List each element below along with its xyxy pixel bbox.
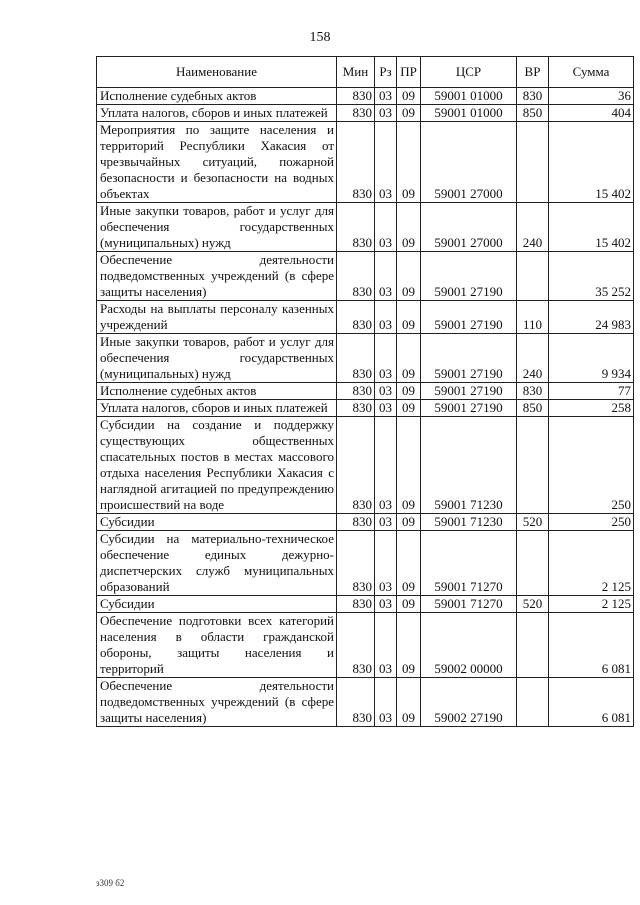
footer-mark: з309 б2 — [96, 878, 125, 888]
cell-sum: 24 983 — [549, 301, 634, 334]
cell-min: 830 — [337, 514, 375, 531]
cell-name: Уплата налогов, сборов и иных платежей — [97, 400, 337, 417]
cell-min: 830 — [337, 531, 375, 596]
cell-vr: 240 — [517, 334, 549, 383]
column-header-csr: ЦСР — [421, 57, 517, 88]
table-row — [97, 514, 634, 531]
cell-pr: 09 — [397, 88, 421, 105]
table-row — [97, 88, 634, 105]
cell-min: 830 — [337, 596, 375, 613]
cell-name: Обеспечение подготовки всех категорий населения в области гражданской обороны, защиты населения и территорий — [97, 613, 337, 678]
cell-name: Обеспечение деятельности подведомственных учреждений (в сфере защиты населения) — [97, 678, 337, 727]
table-row — [97, 252, 634, 301]
cell-rz: 03 — [375, 613, 397, 678]
table-row — [97, 334, 634, 383]
cell-min: 830 — [337, 678, 375, 727]
cell-name: Субсидии на материально-техническое обеспечение единых дежурно-диспетчерских служб муниципальных образований — [97, 531, 337, 596]
cell-sum: 35 252 — [549, 252, 634, 301]
table-row — [97, 122, 634, 203]
cell-vr: 520 — [517, 514, 549, 531]
cell-vr: 850 — [517, 105, 549, 122]
cell-vr — [517, 678, 549, 727]
cell-sum: 15 402 — [549, 122, 634, 203]
cell-pr: 09 — [397, 203, 421, 252]
cell-min: 830 — [337, 383, 375, 400]
cell-pr: 09 — [397, 301, 421, 334]
cell-rz: 03 — [375, 596, 397, 613]
cell-rz: 03 — [375, 383, 397, 400]
cell-pr: 09 — [397, 400, 421, 417]
cell-name: Субсидии — [97, 596, 337, 613]
cell-name: Исполнение судебных актов — [97, 88, 337, 105]
cell-name: Иные закупки товаров, работ и услуг для обеспечения государственных (муниципальных) нужд — [97, 334, 337, 383]
column-header-vr: ВР — [517, 57, 549, 88]
cell-vr: 110 — [517, 301, 549, 334]
cell-csr: 59001 27190 — [421, 334, 517, 383]
cell-vr — [517, 613, 549, 678]
cell-pr: 09 — [397, 678, 421, 727]
cell-rz: 03 — [375, 203, 397, 252]
table-row — [97, 596, 634, 613]
cell-rz: 03 — [375, 678, 397, 727]
table-row — [97, 417, 634, 514]
cell-min: 830 — [337, 400, 375, 417]
cell-min: 830 — [337, 417, 375, 514]
cell-pr: 09 — [397, 122, 421, 203]
cell-vr: 850 — [517, 400, 549, 417]
cell-csr: 59001 71230 — [421, 514, 517, 531]
cell-min: 830 — [337, 613, 375, 678]
column-header-name: Наименование — [97, 57, 337, 88]
cell-vr: 520 — [517, 596, 549, 613]
cell-sum: 36 — [549, 88, 634, 105]
cell-csr: 59002 27190 — [421, 678, 517, 727]
cell-name: Обеспечение деятельности подведомственных учреждений (в сфере защиты населения) — [97, 252, 337, 301]
cell-sum: 258 — [549, 400, 634, 417]
cell-pr: 09 — [397, 596, 421, 613]
table-row — [97, 400, 634, 417]
cell-rz: 03 — [375, 334, 397, 383]
cell-sum: 77 — [549, 383, 634, 400]
cell-csr: 59001 27000 — [421, 203, 517, 252]
cell-csr: 59001 71270 — [421, 531, 517, 596]
cell-name: Расходы на выплаты персоналу казенных учреждений — [97, 301, 337, 334]
cell-sum: 250 — [549, 514, 634, 531]
column-header-pr: ПР — [397, 57, 421, 88]
cell-vr: 830 — [517, 88, 549, 105]
cell-csr: 59001 71270 — [421, 596, 517, 613]
cell-sum: 6 081 — [549, 613, 634, 678]
cell-name: Мероприятия по защите населения и территорий Республики Хакасия от чрезвычайных ситуаций, пожарной безопасности и безопасности на водных объектах — [97, 122, 337, 203]
cell-csr: 59001 27190 — [421, 252, 517, 301]
table-row — [97, 203, 634, 252]
cell-rz: 03 — [375, 514, 397, 531]
cell-min: 830 — [337, 203, 375, 252]
cell-vr — [517, 417, 549, 514]
cell-sum: 6 081 — [549, 678, 634, 727]
cell-vr — [517, 252, 549, 301]
cell-sum: 15 402 — [549, 203, 634, 252]
cell-min: 830 — [337, 105, 375, 122]
cell-vr: 240 — [517, 203, 549, 252]
cell-rz: 03 — [375, 417, 397, 514]
cell-vr: 830 — [517, 383, 549, 400]
cell-sum: 2 125 — [549, 596, 634, 613]
cell-rz: 03 — [375, 252, 397, 301]
cell-name: Субсидии на создание и поддержку существующих общественных спасательных постов в местах массового отдыха населения Республики Хакасия с наглядной агитацией по предупреждению происшествий на воде — [97, 417, 337, 514]
cell-pr: 09 — [397, 531, 421, 596]
cell-min: 830 — [337, 334, 375, 383]
table-row — [97, 301, 634, 334]
cell-vr — [517, 531, 549, 596]
cell-csr: 59001 01000 — [421, 88, 517, 105]
cell-rz: 03 — [375, 105, 397, 122]
page-number: 158 — [309, 30, 331, 45]
table-header-row — [97, 57, 634, 88]
cell-name: Уплата налогов, сборов и иных платежей — [97, 105, 337, 122]
cell-csr: 59001 71230 — [421, 417, 517, 514]
cell-sum: 250 — [549, 417, 634, 514]
cell-rz: 03 — [375, 531, 397, 596]
cell-sum: 9 934 — [549, 334, 634, 383]
cell-rz: 03 — [375, 122, 397, 203]
cell-sum: 404 — [549, 105, 634, 122]
cell-vr — [517, 122, 549, 203]
table-row — [97, 531, 634, 596]
cell-csr: 59001 27190 — [421, 383, 517, 400]
cell-pr: 09 — [397, 417, 421, 514]
cell-name: Иные закупки товаров, работ и услуг для обеспечения государственных (муниципальных) нужд — [97, 203, 337, 252]
cell-rz: 03 — [375, 301, 397, 334]
cell-name: Исполнение судебных актов — [97, 383, 337, 400]
cell-min: 830 — [337, 252, 375, 301]
cell-sum: 2 125 — [549, 531, 634, 596]
column-header-sum: Сумма — [549, 57, 634, 88]
cell-pr: 09 — [397, 514, 421, 531]
cell-pr: 09 — [397, 383, 421, 400]
table-row — [97, 105, 634, 122]
table-row — [97, 383, 634, 400]
table-row — [97, 613, 634, 678]
cell-rz: 03 — [375, 88, 397, 105]
cell-min: 830 — [337, 301, 375, 334]
cell-min: 830 — [337, 122, 375, 203]
cell-rz: 03 — [375, 400, 397, 417]
cell-min: 830 — [337, 88, 375, 105]
cell-csr: 59001 01000 — [421, 105, 517, 122]
cell-csr: 59002 00000 — [421, 613, 517, 678]
table-row — [97, 678, 634, 727]
cell-csr: 59001 27190 — [421, 400, 517, 417]
cell-csr: 59001 27190 — [421, 301, 517, 334]
cell-name: Субсидии — [97, 514, 337, 531]
cell-pr: 09 — [397, 334, 421, 383]
budget-table — [96, 56, 634, 727]
cell-pr: 09 — [397, 105, 421, 122]
column-header-min: Мин — [337, 57, 375, 88]
cell-pr: 09 — [397, 613, 421, 678]
column-header-rz: Рз — [375, 57, 397, 88]
cell-csr: 59001 27000 — [421, 122, 517, 203]
table-body — [97, 88, 634, 727]
cell-pr: 09 — [397, 252, 421, 301]
